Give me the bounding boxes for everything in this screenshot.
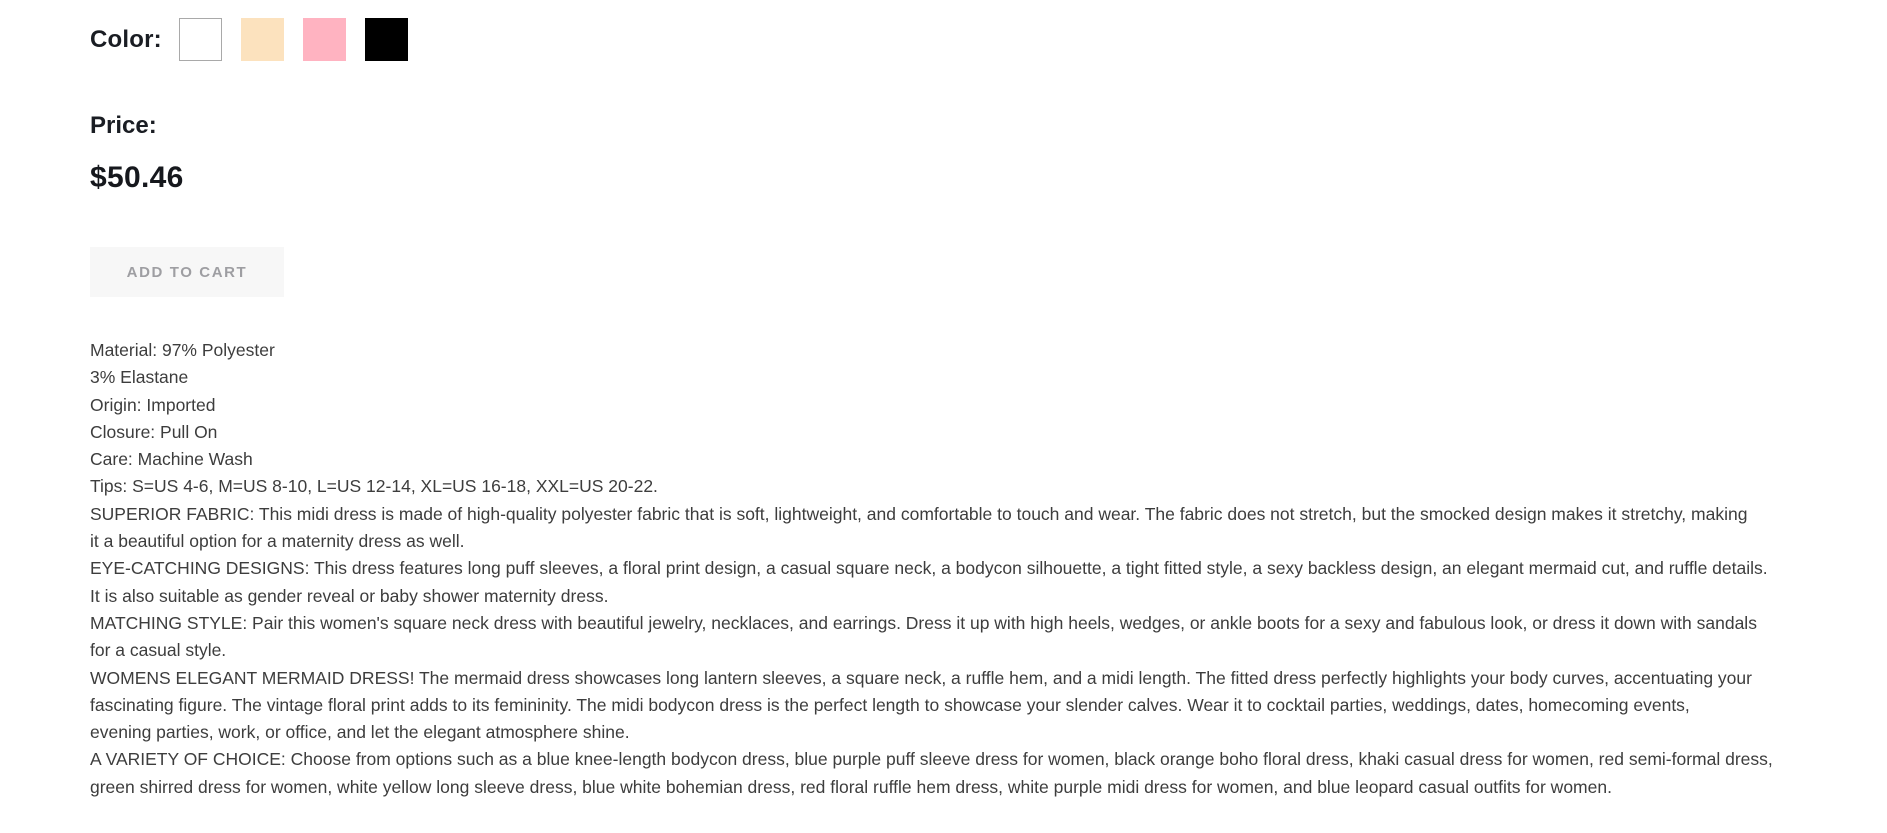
description-line: for a casual style.: [90, 640, 227, 661]
product-description: [90, 337, 1820, 801]
description-line: A VARIETY OF CHOICE: Choose from options such as a blue knee-length bodycon dress, blue purple puff sleeve dress for women, black orange boho floral dress, khaki casual dress for women, red semi-formal dress,: [90, 749, 1773, 770]
color-swatch-peach[interactable]: [241, 18, 284, 61]
description-line: evening parties, work, or office, and let the elegant atmosphere shine.: [90, 722, 630, 743]
description-line: It is also suitable as gender reveal or baby shower maternity dress.: [90, 585, 609, 606]
description-line: Origin: Imported: [90, 394, 216, 415]
description-line: green shirred dress for women, white yellow long sleeve dress, blue white bohemian dress, red floral ruffle hem dress, white purple midi dress for women, and blue leopard casual outfits for women.: [90, 776, 1612, 797]
price-label: Price:: [90, 112, 157, 139]
color-swatch-white[interactable]: [179, 18, 222, 61]
description-line: Care: Machine Wash: [90, 449, 253, 470]
description-line: SUPERIOR FABRIC: This midi dress is made of high-quality polyester fabric that is soft, lightweight, and comfortable to touch and wear. The fabric does not stretch, but the smocked design makes it stretchy, making: [90, 503, 1748, 524]
description-line: Material: 97% Polyester: [90, 340, 275, 360]
color-swatch-list: [179, 18, 427, 61]
color-option-row: [90, 18, 427, 61]
description-line: it a beautiful option for a maternity dress as well.: [90, 531, 465, 552]
description-line: 3% Elastane: [90, 367, 189, 388]
color-swatch-pink[interactable]: [303, 18, 346, 61]
price-value: $50.46: [90, 161, 184, 194]
color-swatch-black[interactable]: [365, 18, 408, 61]
description-line: WOMENS ELEGANT MERMAID DRESS! The mermaid dress showcases long lantern sleeves, a square neck, a ruffle hem, and a midi length. The fitted dress perfectly highlights your body curves, accentuating your: [90, 667, 1752, 688]
color-label: Color:: [90, 25, 162, 53]
description-line: EYE-CATCHING DESIGNS: This dress features long puff sleeves, a floral print design, a casual square neck, a bodycon silhouette, a tight fitted style, a sexy backless design, an elegant mermaid cut, and ruffle details.: [90, 558, 1768, 579]
description-line: Closure: Pull On: [90, 421, 218, 442]
description-line: fascinating figure. The vintage floral print adds to its femininity. The midi bodycon dress is the perfect length to showcase your slender calves. Wear it to cocktail parties, weddings, dates, homecoming events,: [90, 694, 1690, 715]
description-line: Tips: S=US 4-6, M=US 8-10, L=US 12-14, XL=US 16-18, XXL=US 20-22.: [90, 476, 658, 497]
add-to-cart-button[interactable]: ADD TO CART: [90, 247, 284, 297]
description-line: MATCHING STYLE: Pair this women's square neck dress with beautiful jewelry, necklaces, and earrings. Dress it up with high heels, wedges, or ankle boots for a sexy and fabulous look, or dress it down with sandals: [90, 612, 1757, 633]
